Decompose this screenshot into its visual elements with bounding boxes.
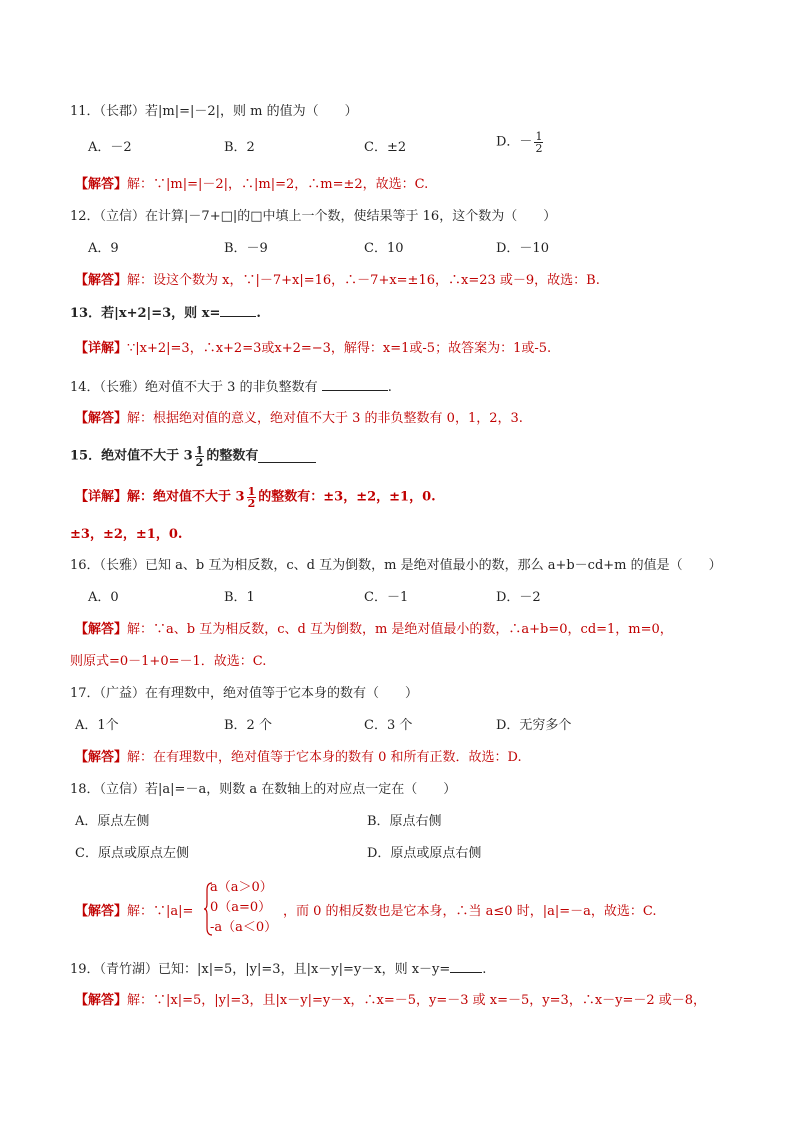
q17-stem: 17．（广益）在有理数中，绝对值等于它本身的数有（ ） bbox=[70, 686, 419, 701]
answer-tag: 【解答】 bbox=[75, 904, 128, 919]
q14-stem-end: . bbox=[387, 380, 392, 395]
answer-text: 解：设这个数为 x，∵|－7+x|=16，∴－7+x=±16，∴x=23 或－9，故选：B. bbox=[127, 273, 600, 288]
q16-option-a: A．0 bbox=[88, 590, 119, 605]
answer-text: 解：在有理数中，绝对值等于它本身的数有 0 和所有正数．故选：D. bbox=[127, 750, 522, 765]
q14-answer bbox=[75, 410, 523, 428]
q11-option-d-prefix: D．－ bbox=[496, 134, 533, 150]
q18-option-b: B．原点右侧 bbox=[367, 814, 442, 829]
q17-option-c: C．3 个 bbox=[364, 718, 413, 733]
answer-text: 解：绝对值不大于 3 bbox=[127, 489, 245, 505]
q16-option-c: C．－1 bbox=[364, 590, 409, 605]
answer-tag: 【解答】 bbox=[75, 622, 128, 637]
q12-answer bbox=[75, 272, 600, 290]
q12-option-b: B．－9 bbox=[224, 241, 268, 256]
q12-option-a: A．9 bbox=[88, 241, 119, 256]
answer-tag: 【解答】 bbox=[75, 273, 128, 288]
piecewise-case-zero: 0（a=0） bbox=[210, 900, 272, 915]
q15-answer-line2: ±3，±2，±1，0. bbox=[70, 527, 183, 542]
q13-answer bbox=[75, 340, 551, 358]
fraction-numerator: 1 bbox=[195, 444, 204, 457]
q11-option-c: C．±2 bbox=[364, 140, 407, 155]
answer-tag: 【解答】 bbox=[75, 993, 128, 1008]
answer-tag: 【解答】 bbox=[75, 750, 128, 765]
q17-option-d: D．无穷多个 bbox=[496, 718, 572, 733]
q15-answer-fraction bbox=[247, 486, 257, 509]
answer-text: ∵|x+2|=3，∴x+2=3或x+2=−3，解得：x=1或-5；故答案为：1或-5. bbox=[127, 341, 552, 356]
q15-answer bbox=[75, 486, 436, 509]
answer-tag: 【解答】 bbox=[75, 411, 128, 426]
answer-text: 解：∵|a|= bbox=[127, 904, 194, 919]
q11-option-b: B．2 bbox=[224, 140, 255, 155]
q17-answer bbox=[75, 749, 522, 767]
answer-text: 解：∵|x|=5，|y|=3，且|x－y|=y－x，∴x=－5，y=－3 或 x=－5，y=3，∴x－y=－2 或－8， bbox=[127, 993, 707, 1008]
fraction-denominator: 2 bbox=[535, 142, 543, 155]
q16-answer bbox=[75, 621, 673, 639]
q11-option-d-fraction bbox=[534, 131, 543, 154]
q15-stem-text: 15．绝对值不大于 3 bbox=[70, 448, 193, 464]
q18-piecewise bbox=[210, 878, 277, 938]
q11-option-d bbox=[496, 131, 545, 154]
q14-stem bbox=[70, 378, 392, 397]
answer-blank bbox=[322, 378, 388, 391]
q12-option-c: C．10 bbox=[364, 241, 404, 256]
q15-stem bbox=[70, 445, 316, 468]
q17-option-a: A．1个 bbox=[75, 718, 119, 733]
q19-stem-text: 19．（青竹湖）已知：|x|=5，|y|=3，且|x－y|=y－x，则 x－y= bbox=[70, 962, 451, 977]
answer-text: 解：∵a、b 互为相反数，c、d 互为倒数，m 是绝对值最小的数，∴a+b=0，cd=1，m=0， bbox=[127, 622, 673, 637]
q16-stem: 16．（长雅）已知 a、b 互为相反数，c、d 互为倒数，m 是绝对值最小的数，那么 a+b－cd+m 的值是（ ） bbox=[70, 558, 722, 573]
fraction-numerator: 1 bbox=[247, 485, 256, 498]
answer-text-end: 的整数有：±3，±2，±1，0. bbox=[258, 489, 436, 505]
q12-stem: 12．（立信）在计算|－7+□|的□中填上一个数，使结果等于 16，这个数为（ ） bbox=[70, 209, 557, 224]
fraction-denominator: 2 bbox=[247, 497, 256, 510]
q18-stem: 18．（立信）若|a|=－a，则数 a 在数轴上的对应点一定在（ ） bbox=[70, 782, 457, 797]
q11-option-a: A．－2 bbox=[88, 140, 132, 155]
answer-tag: 【详解】 bbox=[75, 489, 128, 505]
q15-stem-end: 的整数有 bbox=[206, 448, 259, 464]
q17-option-b: B．2 个 bbox=[224, 718, 272, 733]
q18-answer-end: ，而 0 的相反数也是它本身，∴当 a≤0 时，|a|=－a，故选：C. bbox=[283, 904, 657, 919]
q11-answer bbox=[75, 176, 428, 194]
q13-stem-text: 13．若|x+2|=3，则 x= bbox=[70, 306, 221, 321]
q13-stem-end: . bbox=[256, 306, 261, 321]
q18-option-c: C．原点或原点左侧 bbox=[75, 846, 189, 861]
answer-text: 解：∵|m|=|－2|，∴|m|=2，∴m=±2，故选：C. bbox=[127, 177, 429, 192]
q19-stem-end: . bbox=[482, 962, 487, 977]
q16-option-d: D．－2 bbox=[496, 590, 541, 605]
answer-tag: 【解答】 bbox=[75, 177, 128, 192]
q18-option-a: A．原点左侧 bbox=[75, 814, 150, 829]
q16-answer-line2: 则原式=0－1+0=－1．故选：C. bbox=[70, 654, 267, 669]
q12-option-d: D．－10 bbox=[496, 241, 549, 256]
q13-stem bbox=[70, 304, 261, 323]
answer-blank bbox=[258, 450, 316, 463]
q19-answer bbox=[75, 992, 706, 1010]
piecewise-case-negative: -a（a＜0） bbox=[210, 920, 278, 935]
q19-stem bbox=[70, 960, 486, 979]
q11-stem: 11．（长郡）若|m|=|－2|，则 m 的值为（ ） bbox=[70, 104, 358, 119]
answer-tag: 【详解】 bbox=[75, 341, 128, 356]
answer-blank bbox=[220, 304, 256, 317]
answer-text: 解：根据绝对值的意义，绝对值不大于 3 的非负整数有 0，1，2，3. bbox=[127, 411, 523, 426]
answer-blank bbox=[450, 960, 482, 973]
q18-answer bbox=[75, 903, 193, 921]
q15-fraction bbox=[195, 445, 205, 468]
fraction-denominator: 2 bbox=[195, 456, 204, 469]
piecewise-case-positive: a（a＞0） bbox=[210, 880, 273, 895]
q14-stem-text: 14．（长雅）绝对值不大于 3 的非负整数有 bbox=[70, 380, 322, 395]
q18-option-d: D．原点或原点右侧 bbox=[367, 846, 482, 861]
q16-option-b: B．1 bbox=[224, 590, 255, 605]
fraction-numerator: 1 bbox=[535, 130, 543, 143]
